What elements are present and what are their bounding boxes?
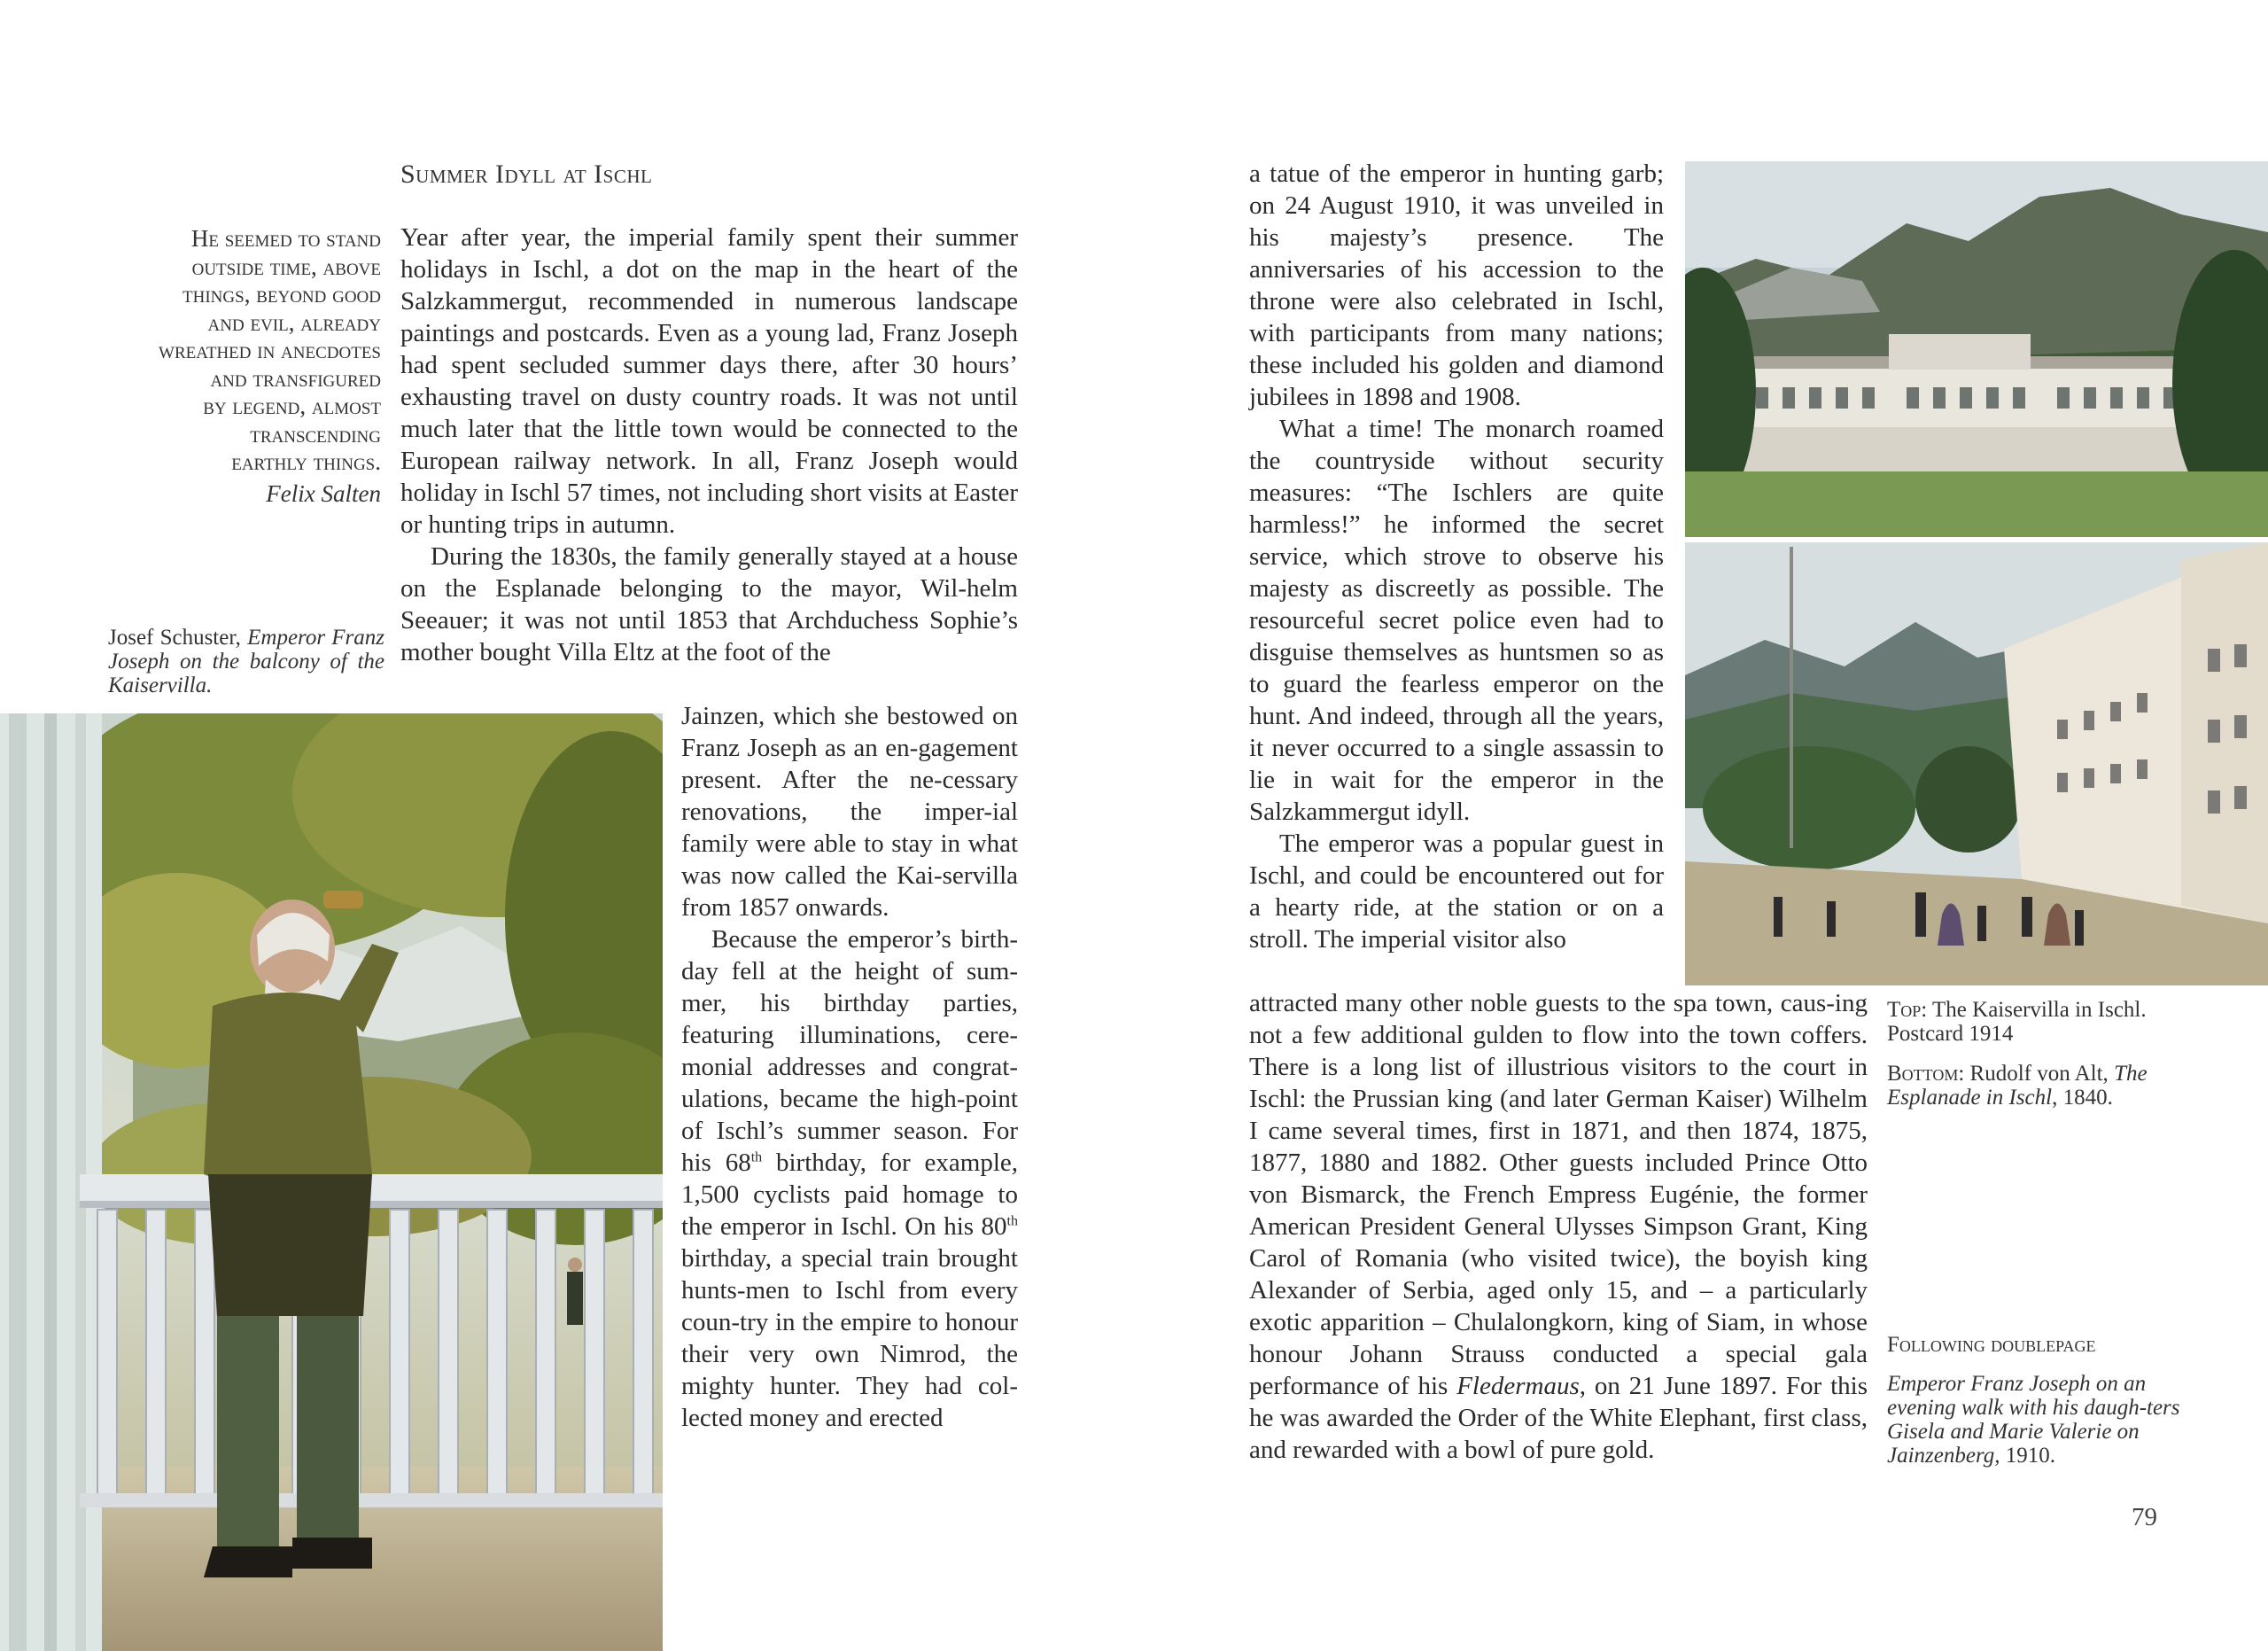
body-text-segment: Because the emperor’s birth-day fell at the height of sum-mer, his birthday parties, featuring illuminations, cere-monial addresses and congrat-ulations, became the high-point of Ischl’s summer season. For his 68 (681, 925, 1018, 1177)
painting-emperor-balcony (0, 713, 663, 1651)
caption-title: Emperor Franz Joseph on an evening walk with his daugh-ters Gisela and Marie Valerie on Jainzenberg, (1887, 1372, 2180, 1468)
body-text-segment: birthday, a special train brought hunts-men to Ischl from every coun-try in the empire to honour their very own Nimrod, the mighty hunter. They had col-lected money and erected (681, 1244, 1018, 1432)
caption-title: Emperor Franz Joseph on the balcony of the Kaiservilla. (108, 626, 384, 697)
caption-following-label: Following doublepage (1887, 1333, 2096, 1357)
quote-line: and transfigured (210, 364, 381, 392)
ordinal-suffix: th (1006, 1213, 1018, 1229)
caption-following-doublepage (1887, 1372, 2188, 1468)
caption-text: 1910. (2000, 1444, 2056, 1468)
body-text-segment: birthday, for example, 1,500 cyclists paid homage to the emperor in Ischl. On his 80 (681, 1149, 1019, 1241)
photo-kaiservilla-postcard-illustration (1685, 161, 2268, 537)
caption-left-painting (108, 626, 384, 697)
work-title: Fledermaus (1456, 1372, 1580, 1400)
body-paragraph: During the 1830s, the family generally stayed at a house on the Esplanade belonging to the mayor, Wil-helm Seeauer; it was not until 1853 that Archduchess Sophie’s mother bought Villa Eltz at the foot of the (400, 542, 1018, 666)
ordinal-suffix: th (750, 1149, 763, 1165)
quote-line: outside time, above (191, 253, 381, 280)
quote-line: by legend, almost (203, 393, 381, 419)
epigraph-quote (96, 225, 381, 477)
body-paragraph: Jainzen, which she bestowed on Franz Joseph as an en-gagement present. After the ne-cessary renovations, the imper-ial family were able to stay in what was now called the Kai-servilla from 1857 onwards. (681, 702, 1018, 922)
caption-text: Rudolf von Alt, (1964, 1062, 2115, 1086)
body-text-segment: attracted many other noble guests to the spa town, caus-ing not a few additional gulden to flow into the town coffers. There is a long list of illustrious visitors to the court in Ischl: the Prussian king (and later German Kaiser) Wilhelm I came several times, first in 1871, and then 1874, 1875, 1877, 1880 and 1882. Other guests included Prince Otto von Bismarck, the French Empress Eugénie, the former American President General Ulysses Simpson Grant, King Carol of Romania (who visited twice), the boyish king Alexander of Serbia, aged only 15, and – a particularly exotic apparition – Chulalongkorn, king of Siam, in whose honour Johann Strauss conducted a special gala performance of his (1249, 989, 1868, 1400)
body-paragraph: What a time! The monarch roamed the countryside without security measures: “The Ischlers are quite harmless!” he informed the secret service, which strove to observe his majesty as discreetly as possible. The resourceful secret police even had to disguise themselves as huntsmen so as to guard the fearless emperor on the hunt. And indeed, through all the years, it never occurred to a single assassin to lie in wait for the emperor in the Salzkammergut idyll. (1249, 415, 1664, 826)
body-paragraph (1249, 987, 1868, 1466)
body-column-1 (400, 222, 1018, 668)
photo-kaiservilla-postcard (1685, 161, 2268, 537)
painting-emperor-balcony-illustration (0, 713, 663, 1651)
caption-label: Bottom: (1887, 1062, 1965, 1086)
caption-label: Top: (1887, 998, 1928, 1022)
caption-bottom-painting (1887, 1062, 2188, 1110)
quote-line: wreathed in anecdotes (159, 337, 381, 363)
body-paragraph: a tatue of the emperor in hunting garb; on 24 August 1910, it was unveiled in his majesty’s presence. The anniversaries of his accession to the throne were also celebrated in Ischl, with participants from many nations; these included his golden and diamond jubilees in 1898 and 1908. (1249, 160, 1664, 411)
painting-esplanade-ischl (1685, 542, 2268, 985)
body-column-1-continued (681, 700, 1018, 1434)
quote-author: Felix Salten (266, 480, 381, 507)
quote-line: He seemed to stand (190, 225, 381, 252)
section-heading: Summer Idyll at Ischl (400, 160, 653, 189)
body-paragraph (681, 923, 1018, 1434)
quote-line: earthly things. (231, 448, 381, 475)
caption-title: The Esplanade in Ischl (1887, 1062, 2148, 1110)
body-paragraph: Year after year, the imperial family spent their summer holidays in Ischl, a dot on the map in the heart of the Salzkammergut, recommended in numerous landscape paintings and postcards. Even as a young lad, Franz Joseph had spent secluded summer days there, after 30 hours’ exhausting travel on dusty country roads. It was not until much later that the little town would be connected to the European railway network. In all, Franz Joseph would holiday in Ischl 57 times, not including short visits at Easter or hunting trips in autumn. (400, 223, 1018, 539)
quote-line: things, beyond good (183, 281, 381, 308)
body-text-segment: , on 21 June 1897. For this he was awarded the Order of the White Elephant, first class, and rewarded with a bowl of pure gold. (1249, 1372, 1868, 1464)
painting-esplanade-ischl-illustration (1685, 542, 2268, 985)
body-column-2 (1249, 158, 1664, 955)
body-column-2-continued (1249, 987, 1868, 1466)
caption-top-photo (1887, 998, 2188, 1046)
caption-text: , 1840. (2052, 1086, 2113, 1110)
quote-line: transcending (250, 420, 381, 448)
page-number: 79 (2132, 1503, 2157, 1531)
body-paragraph: The emperor was a popular guest in Ischl, and could be encountered out for a hearty ride, at the station or on a stroll. The imperial visitor also (1249, 829, 1664, 954)
quote-line: and evil, already (207, 308, 381, 336)
caption-text: The Kaiservilla in Ischl. Postcard 1914 (1887, 998, 2147, 1046)
caption-artist: Josef Schuster, (108, 626, 248, 650)
